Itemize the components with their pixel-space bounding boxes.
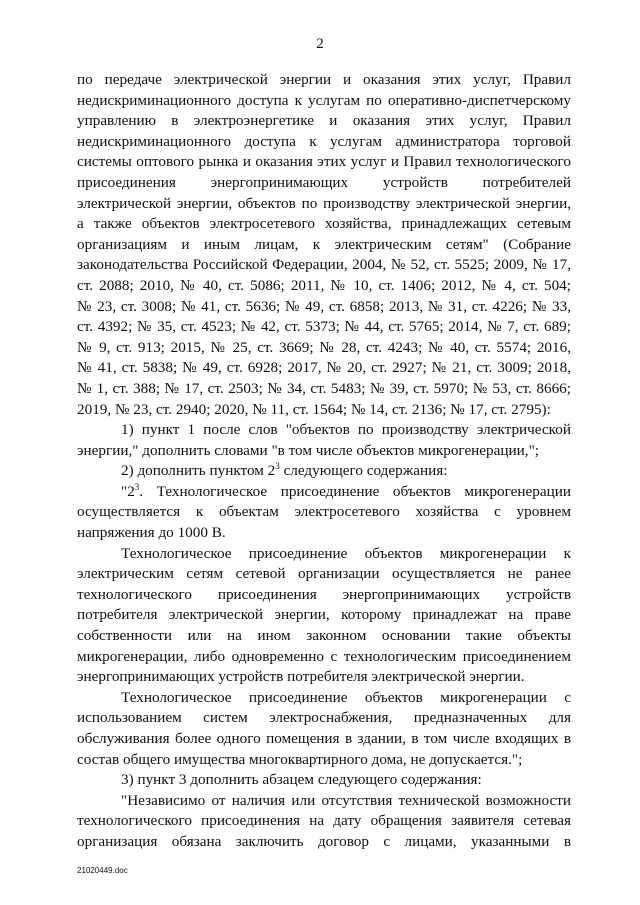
paragraph-3-line: обслуживания более одного помещения в здании, в том числе входящих в (77, 730, 571, 747)
item-2-text: 2) дополнить пунктом 2 (121, 462, 276, 480)
paragraph-2-line: технологического присоединения энергопринимающих устройств (77, 585, 571, 603)
item-1-line: энергии," дополнить словами "в том числе объектов микрогенерации,"; (77, 441, 539, 459)
quote-2-line: технологического присоединения на дату обращения заявителя сетевая (77, 812, 571, 830)
text-line: 2019, № 23, ст. 2940; 2020, № 11, ст. 1564; № 14, ст. 2136; № 17, ст. 2795): (77, 400, 551, 418)
superscript: 3 (275, 461, 280, 472)
paragraph-2-line: микрогенерации, либо одновременно с технологическим присоединением (77, 647, 571, 665)
text-line: № 9, ст. 913; 2015, № 25, ст. 3669; № 28, ст. 4243; № 40, ст. 5574; 2016, (77, 338, 571, 356)
quote-2-line: "Независимо от наличия или отсутствия технической возможности (121, 791, 571, 809)
item-2-text-rest: следующего содержания: (279, 462, 448, 480)
superscript: 3 (134, 481, 140, 492)
item-2-line (77, 461, 571, 482)
paragraph-2-line: энергопринимающих устройств потребителя электрической энергии. (77, 668, 525, 686)
text-line: ст. 2088; 2010, № 40, ст. 5086; 2011, № 10, ст. 1406; 2012, № 4, ст. 504; (77, 276, 571, 294)
text-line: № 23, ст. 3008; № 41, ст. 5636; № 49, ст. 6858; 2013, № 31, ст. 4226; № 33, (77, 297, 571, 315)
text-line: управлению в электроэнергетике и оказания этих услуг, Правил (77, 112, 571, 130)
text-line: организациям и иным лицам, к электрическим сетям" (Собрание (77, 235, 571, 253)
quote-2-line: организация обязана заключить договор с лицами, указанными в (77, 832, 571, 850)
item-3-line: 3) пункт 3 дополнить абзацем следующего содержания: (121, 771, 482, 789)
text-line: системы оптового рынка и оказания этих услуг и Правил технологического (77, 153, 571, 171)
item-1-line: 1) пункт 1 после слов "объектов по производству электрической (121, 421, 571, 439)
text-line: а также объектов электросетевого хозяйства, принадлежащих сетевым (77, 215, 571, 233)
text-line: по передаче электрической энергии и оказания этих услуг, Правил (77, 71, 571, 88)
quote-1-open: "2 (121, 482, 135, 500)
paragraph-3-line: Технологическое присоединение объектов микрогенерации с (121, 688, 571, 706)
text-line: законодательства Российской Федерации, 2004, № 52, ст. 5525; 2009, № 17, (77, 256, 571, 274)
paragraph-2-line: Технологическое присоединение объектов микрогенерации к (121, 544, 571, 562)
paragraph-2-line: электрическим сетям сетевой организации осуществляется не ранее (77, 565, 571, 583)
quote-1-line: напряжения до 1000 В. (77, 524, 226, 542)
document-footer: 21020449.doc (77, 866, 128, 875)
paragraph-3-line: использованием систем электроснабжения, предназначенных для (77, 709, 571, 727)
text-line: № 41, ст. 5838; № 49, ст. 6928; 2017, № 20, ст. 2927; № 21, ст. 3009; 2018, (77, 359, 571, 377)
page-number: 2 (316, 36, 324, 52)
quote-1-line: осуществляется к объектам электросетевого хозяйства с уровнем (77, 503, 571, 521)
text-line: присоединения энергопринимающих устройств потребителей (77, 173, 571, 191)
text-line: недискриминационного доступа к услугам по оперативно-диспетчерскому (77, 91, 571, 109)
text-line: электрической энергии, объектов по производству электрической энергии, (77, 194, 571, 212)
quote-1-text: . Технологическое присоединение объектов микрогенерации (139, 482, 571, 500)
text-line: ст. 4392; № 35, ст. 4523; № 42, ст. 5373; № 44, ст. 5765; 2014, № 7, ст. 689; (77, 318, 571, 336)
text-line: недискриминационного доступа к услугам администратора торговой (77, 132, 571, 150)
paragraph-2-line: собственности или на ином законном основании такие объекты (77, 627, 571, 645)
document-body (77, 70, 571, 853)
text-line: № 1, ст. 388; № 17, ст. 2503; № 34, ст. 5483; № 39, ст. 5970; № 53, ст. 8666; (77, 379, 571, 397)
quote-1-line (77, 482, 571, 503)
paragraph-2-line: потребителя электрической энергии, которому принадлежат на праве (77, 606, 571, 624)
paragraph-3-line: состав общего имущества многоквартирного дома, не допускается."; (77, 750, 523, 768)
